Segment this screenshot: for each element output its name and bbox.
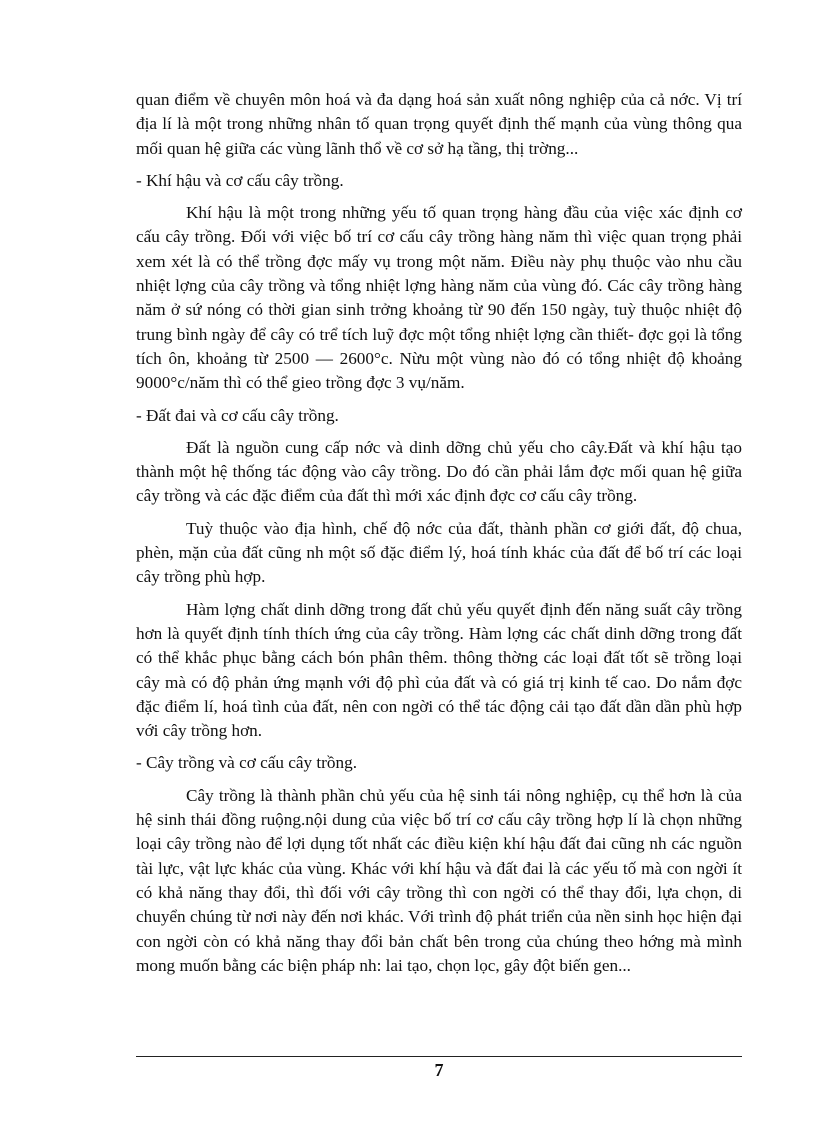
- paragraph-crops: Cây trồng là thành phần chủ yếu của hệ sinh tái nông nghiệp, cụ thể hơn là của hệ sinh thái đồng ruộng.nội dung của việc bố trí cơ cấu cây trồng hợp lí là chọn những loại cây trồng nào để lợi dụng tốt nhất các điều kiện khí hậu đất đai cũng nh các nguồn tài lực, vật lực khác của vùng. Khác với khí hậu và đất đai là các yếu tố mà con ngời ít có khả năng thay đổi, thì đối với cây trồng thì con ngời có thể thay đổi, lựa chọn, di chuyển chúng từ nơi này đến nơi khác. Với trình độ phát triển của nền sinh học hiện đại con ngời còn có khả năng thay đổi bản chất bên trong của chúng theo hớng mà mình mong muốn bằng các biện pháp nh: lai tạo, chọn lọc, gây đột biến gen...: [136, 785, 742, 975]
- section-heading-climate: - Khí hậu và cơ cấu cây trồng.: [136, 170, 344, 190]
- paragraph-location-intro: quan điểm về chuyên môn hoá và đa dạng hoá sản xuất nông nghiệp của cả nớc. Vị trí địa lí là một trong những nhân tố quan trọng quyết định thế mạnh của vùng thông qua mối quan hệ giữa các vùng lãnh thổ về cơ sở hạ tầng, thị trờng...: [136, 90, 742, 158]
- section-heading-crops: - Cây trồng và cơ cấu cây trồng.: [136, 753, 357, 773]
- paragraph-soil-2: Tuỳ thuộc vào địa hình, chế độ nớc của đất, thành phần cơ giới đất, độ chua, phèn, mặn của đất cũng nh một số đặc điểm lý, hoá tính khác của đất để bố trí các loại cây trồng phù hợp.: [136, 518, 742, 587]
- page-number: 7: [434, 1060, 444, 1080]
- paragraph-soil-3: Hàm lợng chất dinh dỡng trong đất chủ yếu quyết định đến năng suất cây trồng hơn là quyết định tính thích ứng của cây trồng. Hàm lợng các chất dinh dỡng trong đất có thể khắc phục bằng cách bón phân thêm. thông thờng các loại đất tốt sẽ trồng loại cây mà có độ phản ứng mạnh với độ phì của đất và có giá trị kinh tế cao. Do nắm đợc đặc điểm lí, hoá tình của đất, nên con ngời có thể tác động cải tạo đất dần dần phù hợp với cây trồng hơn.: [136, 599, 742, 741]
- paragraph-climate: Khí hậu là một trong những yếu tố quan trọng hàng đầu của việc xác định cơ cấu cây trồng. Đối với việc bố trí cơ cấu cây trồng hàng năm thì việc quan trọng phải xem xét là có thể trồng đợc mấy vụ trong một năm. Điều này phụ thuộc vào nhu cầu nhiệt lợng của cây trồng và tổng nhiệt lợng hàng năm của vùng đó. Các cây trồng hàng năm ở sứ nóng có thời gian sinh trởng khoảng từ 90 đến 150 ngày, tuỳ thuộc nhiệt độ trung bình ngày để cây có trể tích luỹ đợc một tổng nhiệt lợng cần thiết- đợc gọi là tổng tích ôn, khoảng từ 2500 — 2600°c. Nừu một vùng nào đó có tổng nhiệt độ khoảng 9000°c/năm thì có thể gieo trồng đợc 3 vụ/năm.: [136, 203, 742, 393]
- paragraph-soil-1: Đất là nguồn cung cấp nớc và dinh dỡng chủ yếu cho cây.Đất và khí hậu tạo thành một hệ thống tác động vào cây trồng. Do đó cần phải lắm đợc mối quan hệ giữa cây trồng và các đặc điểm của đất thì mới xác định đợc cơ cấu cây trồng.: [136, 437, 742, 506]
- document-body: [136, 88, 742, 986]
- section-heading-soil: - Đất đai và cơ cấu cây trồng.: [136, 405, 339, 425]
- footer-divider: [136, 1056, 742, 1057]
